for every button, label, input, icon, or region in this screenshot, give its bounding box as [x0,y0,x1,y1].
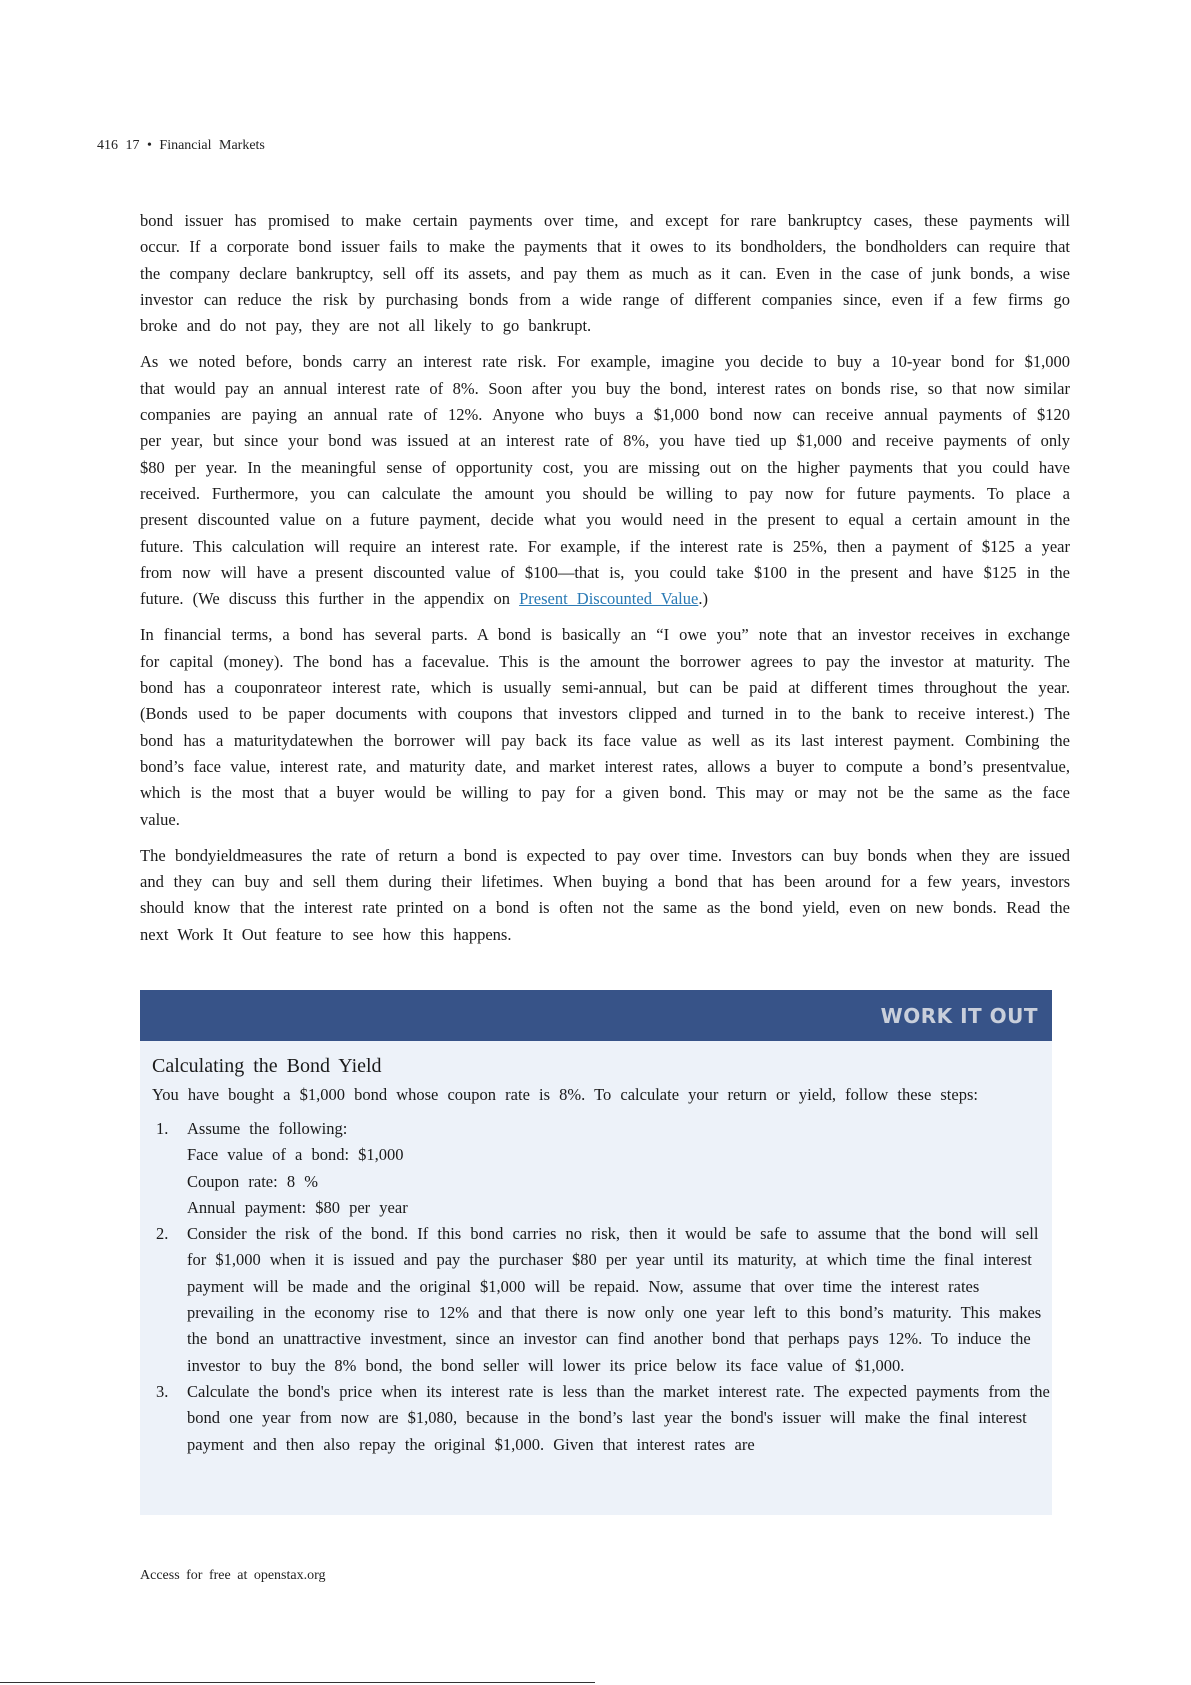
work-it-out-intro: You have bought a $1,000 bond whose coupon rate is 8%. To calculate your return or yield, follow these steps: [152,1085,978,1104]
running-head: 416 17 • Financial Markets [97,138,265,153]
work-it-out-box [140,990,1052,1515]
step-text: Assume the following: [187,1119,348,1138]
step-detail-coupon-rate: Coupon rate: 8 % [187,1171,318,1191]
paragraph-bond-parts: In financial terms, a bond has several parts. A bond is basically an “I owe you” note that an investor receives in exchange for capital (money). The bond has a facevalue. This is the amount the borrower agrees to pay the investor at maturity. The bond has a couponrateor interest rate, which is usually semi-annual, but can be paid at different times throughout the year. (Bonds used to be paper documents with coupons that investors clipped and turned in to the bank to receive interest.) The bond has a maturitydatewhen the borrower will pay back its face value as well as its last interest payment. Combining the bond’s face value, interest rate, and maturity date, and market interest rates, allows a buyer to compute a bond’s presentvalue, which is the most that a buyer would be willing to pay for a given bond. This may or may not be the same as the face value. [140,625,1070,829]
main-content [140,208,1070,958]
step-detail-annual-payment: Annual payment: $80 per year [187,1197,408,1217]
paragraph-interest-rate-risk [140,349,1070,612]
step-number: 2. [156,1224,169,1244]
paragraph-bankruptcy: bond issuer has promised to make certain payments over time, and except for rare bankruptcy cases, these payments will occur. If a corporate bond issuer fails to make the payments that it owes to its bondholders, the bondholders can require that the company declare bankruptcy, sell off its assets, and pay them as much as it can. Even in the case of junk bonds, a wise investor can reduce the risk by purchasing bonds from a wide range of different companies since, even if a few firms go broke and do not pay, they are not all likely to go bankrupt. [140,211,1070,336]
paragraph-bond-yield: The bondyieldmeasures the rate of return a bond is expected to pay over time. Investors can buy bonds when they are issued and they can buy and sell them during their lifetimes. When buying a bond that has been around for a few years, investors should know that the interest rate printed on a bond is often not the same as the bond yield, even on new bonds. Read the next Work It Out feature to see how this happens. [140,845,1070,944]
steps-list [152,1116,1052,1458]
step-text: Calculate the bond's price when its interest rate is less than the market interest rate. The expected payments from the bond one year from now are $1,080, because in the bond’s last year the bond's issuer will make the final interest payment and then also repay the original $1,000. Given that interest rates are [187,1381,1050,1454]
footer: Access for free at openstax.org [140,1568,326,1583]
link-trailing-text: .) [698,589,708,609]
paragraph-text: As we noted before, bonds carry an interest rate risk. For example, imagine you decide to buy a 10-year bond for $1,000 that would pay an annual interest rate of 8%. Soon after you buy the bond, interest rates on bonds rise, so that now similar companies are paying an annual rate of 12%. Anyone who buys a $1,000 bond now can receive annual payments of $120 per year, but since your bond was issued at an interest rate of 8%, you have tied up $1,000 and receive payments of only $80 per year. In the meaningful sense of opportunity cost, you are missing out on the higher payments that you could have received. Furthermore, you can calculate the amount you should be willing to pay now for future payments. To place a present discounted value on a future payment, decide what you would need in the present to equal a certain amount in the future. This calculation will require an interest rate. For example, if the interest rate is 25%, then a payment of $125 a year from now will have a present discounted value of $100—that is, you could take $100 in the present and have $125 in the future. (We discuss this further in the appendix on [140,352,1070,609]
page-divider [0,1682,595,1683]
step-3 [152,1379,1052,1458]
step-1 [152,1116,1052,1221]
work-it-out-body [140,1041,1052,1458]
step-number: 3. [156,1381,169,1401]
work-it-out-label: WORK IT OUT [880,1003,1038,1028]
step-detail-face-value: Face value of a bond: $1,000 [187,1145,404,1165]
step-number: 1. [156,1119,169,1138]
step-text: Consider the risk of the bond. If this bond carries no risk, then it would be safe to assume that the bond will sell for $1,000 when it is issued and pay the purchaser $80 per year until its maturity, at which time the final interest payment will be made and the original $1,000 will be repaid. Now, assume that over time the interest rates prevailing in the economy rise to 12% and that there is now only one year left to this bond’s maturity. This makes the bond an unattractive investment, since an investor can find another bond that perhaps pays 12%. To induce the investor to buy the 8% bond, the bond seller will lower its price below its face value of $1,000. [187,1224,1042,1375]
present-discounted-value-link[interactable]: Present Discounted Value [519,589,699,609]
step-2 [152,1221,1052,1379]
work-it-out-title: Calculating the Bond Yield [152,1055,382,1077]
work-it-out-header [140,990,1052,1041]
